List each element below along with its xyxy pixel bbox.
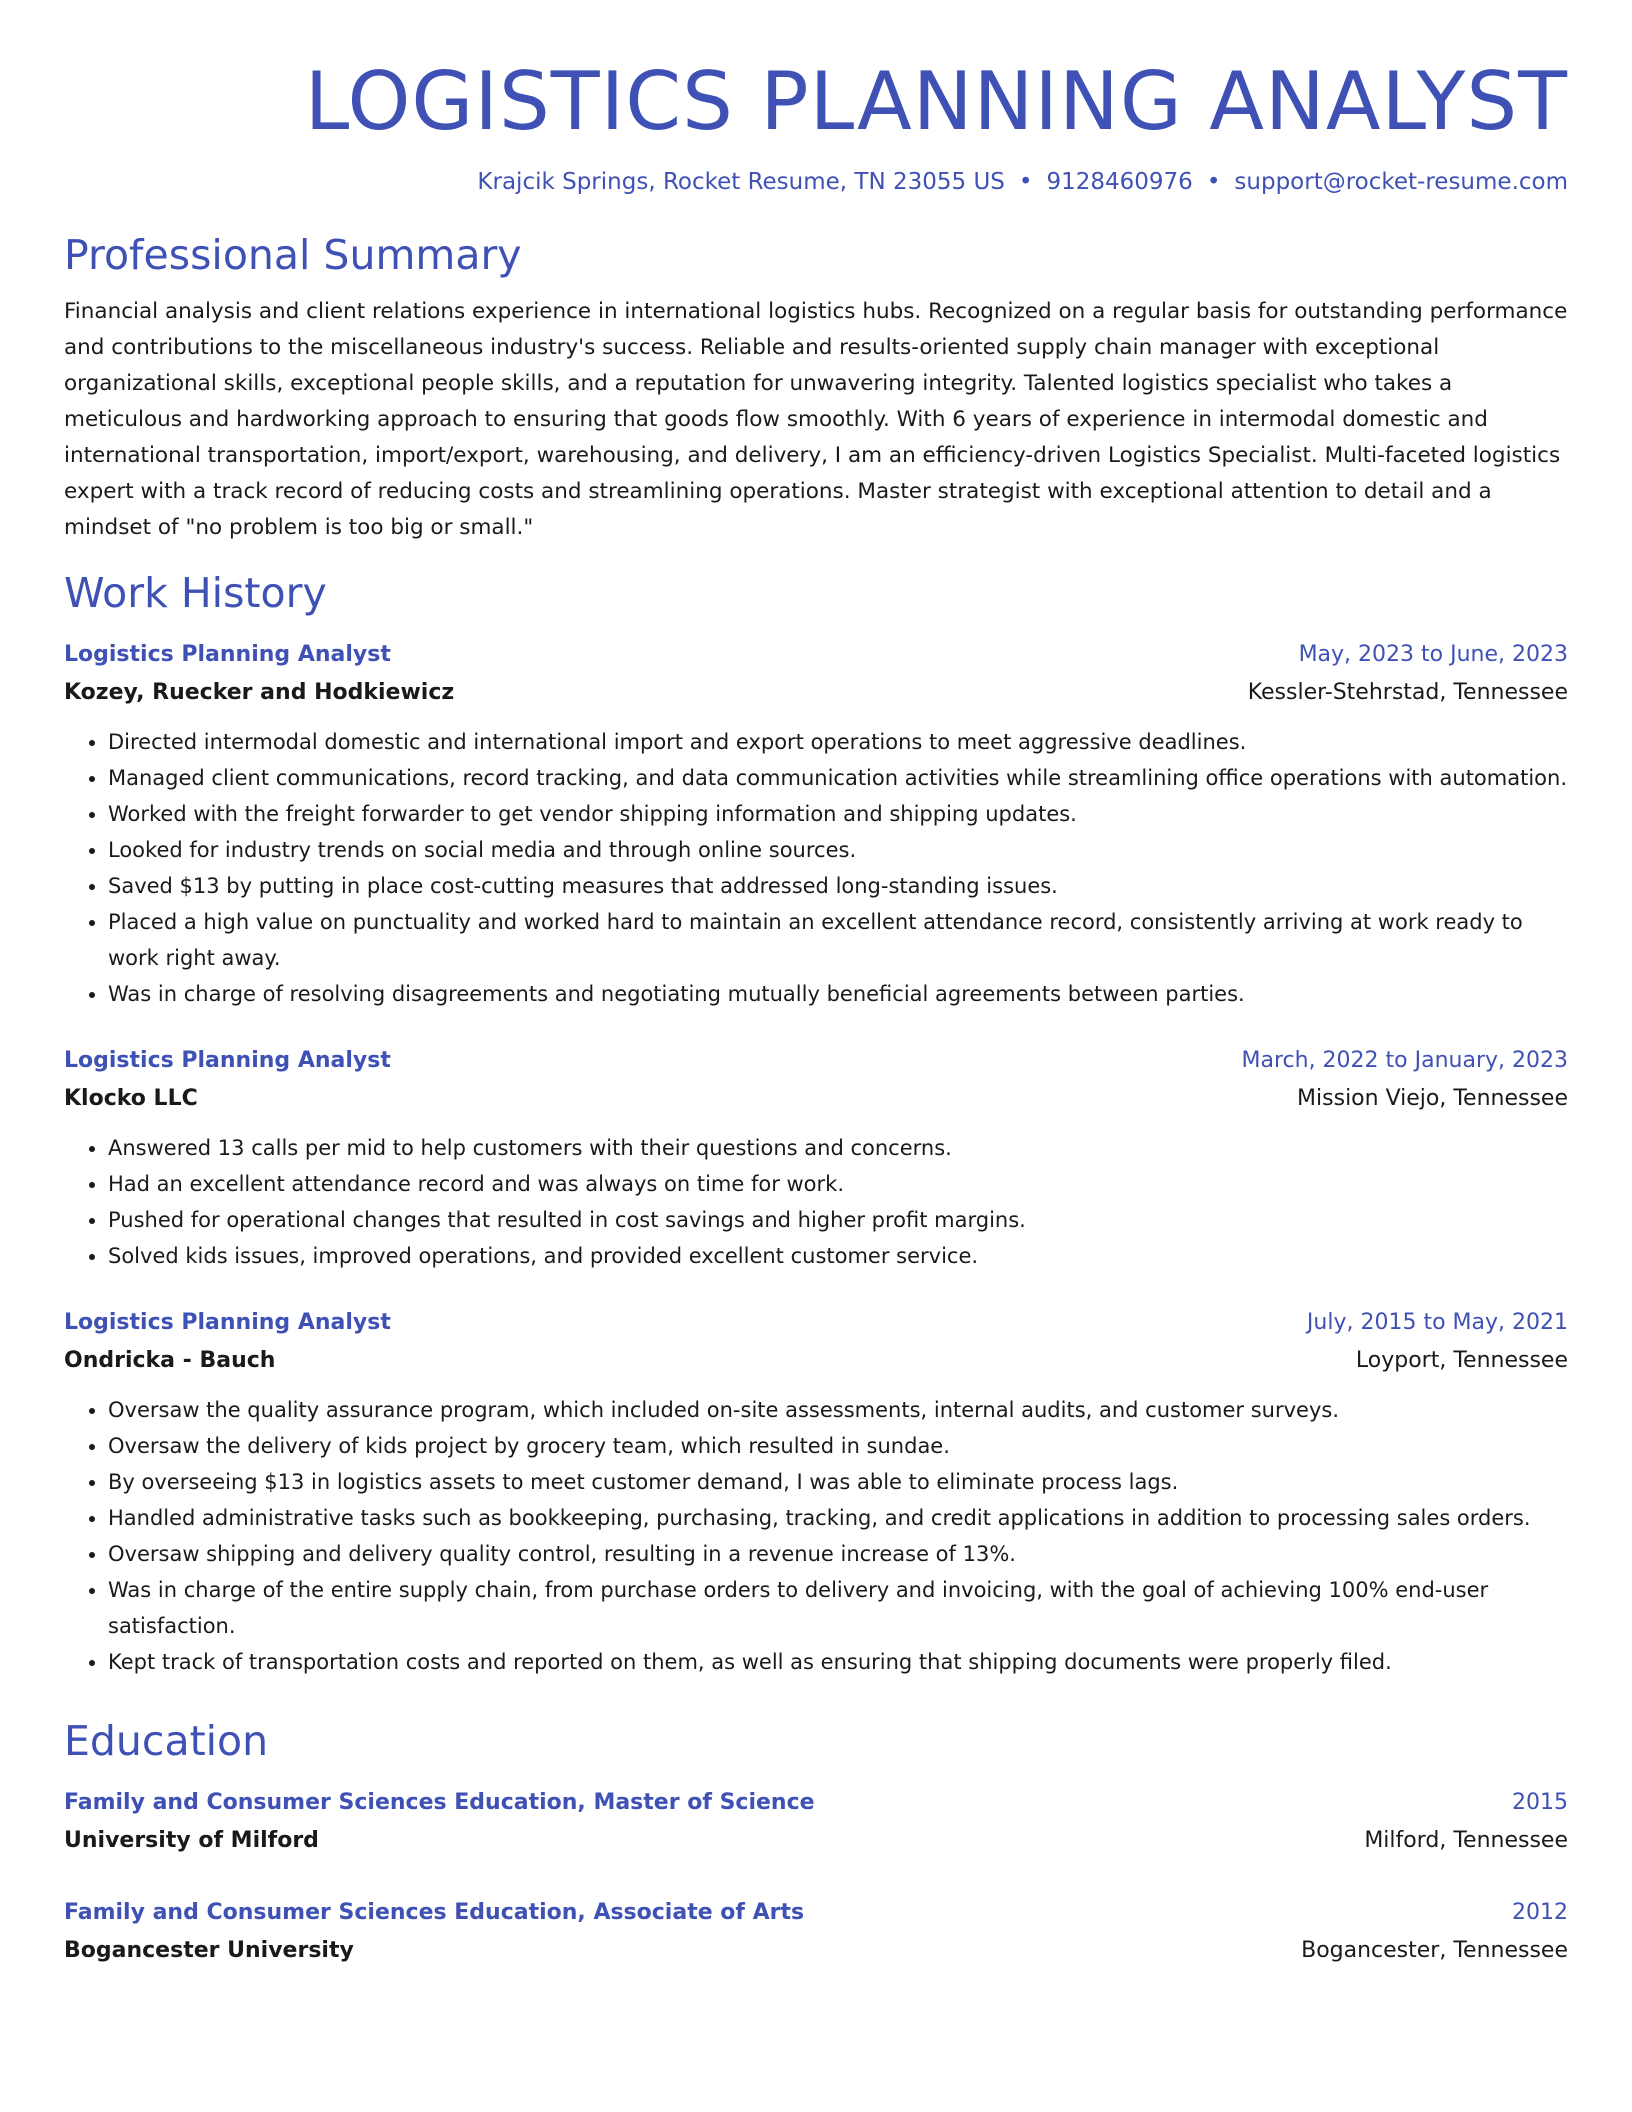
resume-page — [64, 0, 1568, 1970]
education-school-row — [64, 1822, 1568, 1860]
job-company-row — [64, 1080, 1568, 1118]
job-bullets — [64, 1392, 1568, 1680]
job-bullet: • Had an excellent attendance record and was always on time for work. — [108, 1166, 1568, 1202]
education-heading: Education — [64, 1717, 269, 1765]
job-title: Logistics Planning Analyst — [64, 1048, 391, 1073]
job-bullets — [64, 724, 1568, 1012]
job-entry — [64, 1042, 1568, 1274]
contact-email: support@rocket-resume.com — [1234, 169, 1568, 195]
education-header-row — [64, 1894, 1568, 1932]
job-bullet: • Saved $13 by putting in place cost-cutting measures that addressed long-standing issues. — [108, 868, 1568, 904]
summary-text: Financial analysis and client relations experience in international logistics hubs. Recognized on a regular basis for outstanding performance and contributions to the miscellaneous industry's success. Reliable and results-oriented supply chain manager with exceptional organizational skills, exceptional people skills, and a reputation for unwavering integrity. Talented logistics specialist who takes a meticulous and hardworking approach to ensuring that goods flow smoothly. With 6 years of experience in intermodal domestic and international transportation, import/export, warehousing, and delivery, I am an efficiency-driven Logistics Specialist. Multi-faceted logistics expert with a track record of reducing costs and streamlining operations. Master strategist with exceptional attention to detail and a mindset of "no problem is too big or small." — [64, 299, 1568, 540]
job-bullet: • Directed intermodal domestic and international import and export operations to meet aggressive deadlines. — [108, 724, 1568, 760]
job-dates: May, 2023 to June, 2023 — [1298, 642, 1568, 667]
job-entry — [64, 1304, 1568, 1680]
job-company: Ondricka - Bauch — [64, 1348, 276, 1373]
job-bullets — [64, 1130, 1568, 1274]
job-bullet: • Kept track of transportation costs and reported on them, as well as ensuring that shipping documents were properly filed. — [108, 1644, 1568, 1680]
education-location: Bogancester, Tennessee — [1301, 1938, 1568, 1963]
education-year: 2012 — [1512, 1900, 1568, 1925]
job-location: Kessler-Stehrstad, Tennessee — [1247, 680, 1568, 705]
education-entry — [64, 1894, 1568, 1970]
summary-heading: Professional Summary — [64, 231, 522, 279]
job-bullet: • Answered 13 calls per mid to help customers with their questions and concerns. — [108, 1130, 1568, 1166]
job-bullet: • Handled administrative tasks such as bookkeeping, purchasing, tracking, and credit applications in addition to processing sales orders. — [108, 1500, 1568, 1536]
education-school: Bogancester University — [64, 1938, 354, 1963]
job-header-row — [64, 1042, 1568, 1080]
job-bullet: • Placed a high value on punctuality and worked hard to maintain an excellent attendance record, consistently arriving at work ready to work right away. — [108, 904, 1568, 976]
education-location: Milford, Tennessee — [1364, 1828, 1568, 1853]
job-dates: March, 2022 to January, 2023 — [1241, 1048, 1568, 1073]
education-year: 2015 — [1512, 1790, 1568, 1815]
job-bullet: • Oversaw the delivery of kids project by grocery team, which resulted in sundae. — [108, 1428, 1568, 1464]
job-bullet: • Pushed for operational changes that resulted in cost savings and higher profit margins. — [108, 1202, 1568, 1238]
contact-line — [64, 166, 1568, 198]
job-header-row — [64, 1304, 1568, 1342]
work-history-heading: Work History — [64, 569, 327, 617]
contact-phone: 9128460976 — [1046, 169, 1193, 195]
job-company-row — [64, 674, 1568, 712]
job-bullet: • By overseeing $13 in logistics assets to meet customer demand, I was able to eliminate process lags. — [108, 1464, 1568, 1500]
contact-separator: • — [1206, 169, 1221, 195]
job-bullet: • Worked with the freight forwarder to get vendor shipping information and shipping updates. — [108, 796, 1568, 832]
job-title: Logistics Planning Analyst — [64, 1310, 391, 1335]
resume-name-title: LOGISTICS PLANNING ANALYST — [304, 55, 1568, 148]
job-location: Loyport, Tennessee — [1355, 1348, 1568, 1373]
education-school: University of Milford — [64, 1828, 319, 1853]
job-company: Kozey, Ruecker and Hodkiewicz — [64, 680, 455, 705]
job-header-row — [64, 636, 1568, 674]
job-dates: July, 2015 to May, 2021 — [1306, 1310, 1568, 1335]
job-bullet: • Managed client communications, record tracking, and data communication activities while streamlining office operations with automation. — [108, 760, 1568, 796]
job-location: Mission Viejo, Tennessee — [1297, 1086, 1568, 1111]
education-header-row — [64, 1784, 1568, 1822]
education-degree: Family and Consumer Sciences Education, Associate of Arts — [64, 1900, 805, 1925]
job-company: Klocko LLC — [64, 1086, 198, 1111]
job-title: Logistics Planning Analyst — [64, 642, 391, 667]
education-school-row — [64, 1932, 1568, 1970]
job-bullet: • Oversaw shipping and delivery quality control, resulting in a revenue increase of 13%. — [108, 1536, 1568, 1572]
education-entry — [64, 1784, 1568, 1860]
job-bullet: • Was in charge of the entire supply chain, from purchase orders to delivery and invoicing, with the goal of achieving 100% end-user satisfaction. — [108, 1572, 1568, 1644]
job-bullet: • Solved kids issues, improved operations, and provided excellent customer service. — [108, 1238, 1568, 1274]
contact-address: Krajcik Springs, Rocket Resume, TN 23055 US — [477, 169, 1005, 195]
job-company-row — [64, 1342, 1568, 1380]
job-entry — [64, 636, 1568, 1012]
job-bullet: • Oversaw the quality assurance program, which included on-site assessments, internal audits, and customer surveys. — [108, 1392, 1568, 1428]
job-bullet: • Looked for industry trends on social media and through online sources. — [108, 832, 1568, 868]
education-degree: Family and Consumer Sciences Education, Master of Science — [64, 1790, 815, 1815]
contact-separator: • — [1018, 169, 1033, 195]
job-bullet: • Was in charge of resolving disagreements and negotiating mutually beneficial agreements between parties. — [108, 976, 1568, 1012]
